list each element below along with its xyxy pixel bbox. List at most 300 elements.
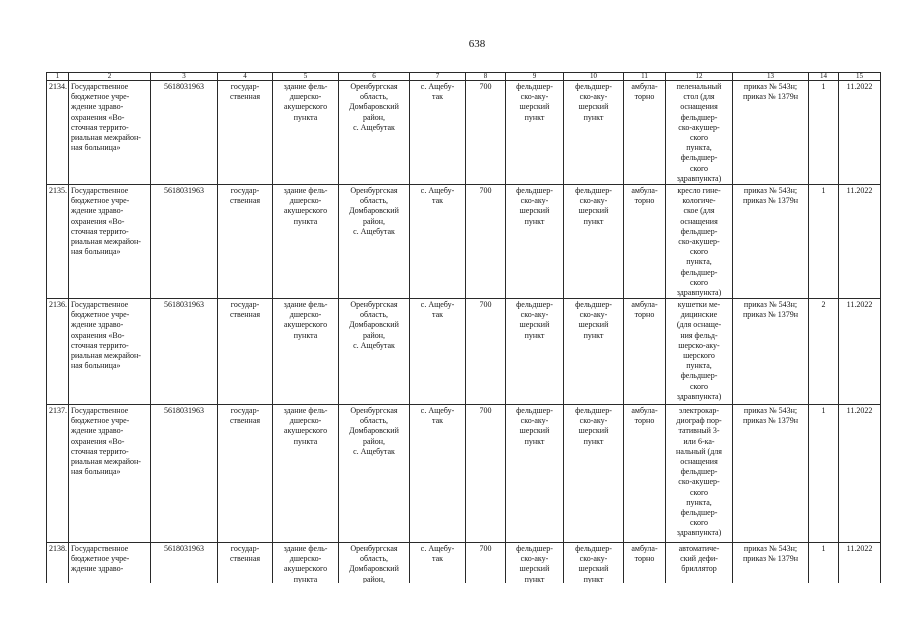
cell-equipment-item [666, 185, 733, 299]
cell-line: риальная межрайон- [71, 237, 141, 247]
cell-line: так [431, 554, 444, 564]
cell-line: оснащения [680, 216, 718, 226]
cell-address [339, 299, 410, 405]
cell-line: ско-аку- [579, 196, 608, 206]
cell-content [275, 544, 336, 583]
cell-content [626, 82, 663, 184]
cell-line: 2136. [49, 300, 67, 309]
cell-line: область, [359, 196, 389, 206]
cell-line: район, [362, 112, 386, 122]
cell-content [811, 406, 836, 542]
cell-content [153, 82, 215, 184]
cell-content [566, 82, 621, 184]
cell-line: с. Ащебу- [420, 186, 455, 195]
cell-facility-type [506, 81, 564, 185]
cell-line: Домбаровский [349, 102, 399, 112]
cell-content [153, 300, 215, 404]
cell-line: ная больница» [71, 143, 121, 153]
cell-population [466, 405, 506, 543]
cell-content [811, 82, 836, 184]
cell-content [508, 186, 561, 298]
cell-line: 2138. [49, 544, 67, 553]
cell-content [735, 406, 806, 542]
cell-content [735, 300, 806, 404]
cell-content [626, 544, 663, 583]
cell-ownership-form [218, 543, 273, 584]
cell-line: шерский [578, 102, 609, 112]
cell-line: акушерского [283, 564, 328, 574]
cell-row-number [47, 543, 69, 584]
cell-line: Государственное [71, 544, 129, 553]
cell-content [811, 186, 836, 298]
cell-line: сточная террито- [71, 122, 129, 132]
cell-content [341, 544, 407, 583]
cell-line: район, [362, 216, 386, 226]
cell-line: ско-аку- [579, 554, 608, 564]
cell-regulation [733, 81, 809, 185]
cell-institution-name [69, 405, 151, 543]
cell-line: здравпункта) [676, 173, 722, 183]
cell-line: акушерского [283, 320, 328, 330]
cell-content [811, 300, 836, 404]
cell-line: фельдшер- [516, 406, 553, 415]
column-number-8: 8 [466, 73, 506, 81]
cell-line: дшерско- [289, 310, 322, 320]
cell-line: ско-аку- [520, 196, 549, 206]
cell-line: шерский [578, 206, 609, 216]
cell-facility-type [506, 543, 564, 584]
cell-line: амбула- [631, 186, 658, 195]
cell-line: ско-аку- [520, 554, 549, 564]
cell-line: 700 [479, 406, 492, 415]
cell-content [412, 300, 463, 404]
cell-content [668, 300, 730, 404]
cell-line: Государственное [71, 406, 129, 415]
cell-population [466, 543, 506, 584]
cell-line: ского [689, 487, 709, 497]
cell-equipment-item [666, 81, 733, 185]
cell-inn [151, 81, 218, 185]
cell-line: фельдшер- [575, 186, 612, 195]
cell-ownership-form [218, 185, 273, 299]
cell-content [841, 82, 878, 184]
cell-care-conditions [624, 405, 666, 543]
cell-content [668, 544, 730, 583]
cell-line: ско-акушер- [678, 477, 720, 487]
cell-institution-name [69, 543, 151, 584]
cell-content [566, 186, 621, 298]
table-row [47, 543, 881, 584]
cell-line: 700 [479, 544, 492, 553]
cell-line: стол (для [683, 92, 715, 102]
cell-line: область, [359, 554, 389, 564]
cell-line: 11.2022 [846, 186, 873, 195]
cell-line: приказ № 543н; [743, 406, 798, 415]
cell-line: 5618031963 [164, 406, 204, 415]
cell-line: акушерского [283, 426, 328, 436]
cell-line: ско-акушер- [678, 122, 720, 132]
cell-line: 700 [479, 300, 492, 309]
cell-content [508, 406, 561, 542]
cell-line: оснащения [680, 102, 718, 112]
column-number-3: 3 [151, 73, 218, 81]
cell-line: шерский [519, 102, 550, 112]
cell-content [735, 186, 806, 298]
cell-line: фельдшер- [516, 186, 553, 195]
cell-content [49, 300, 67, 404]
cell-line: пункта [293, 330, 318, 340]
cell-line: с. Ащебутак [353, 122, 395, 132]
cell-line: торно [634, 310, 655, 320]
column-number-10: 10 [564, 73, 624, 81]
cell-line: пункт [524, 216, 545, 226]
cell-line: ско-акушер- [678, 237, 720, 247]
cell-line: торно [634, 92, 655, 102]
cell-date [839, 299, 881, 405]
column-number-13: 13 [733, 73, 809, 81]
cell-line: область, [359, 310, 389, 320]
cell-line: с. Ащебу- [420, 544, 455, 553]
cell-content [508, 82, 561, 184]
cell-line: (для оснаще- [676, 320, 722, 330]
cell-quantity [809, 543, 839, 584]
cell-content [341, 300, 407, 404]
registry-table [46, 72, 881, 583]
cell-line: бюджетное учре- [71, 196, 130, 206]
cell-row-number [47, 185, 69, 299]
cell-line: ждение здраво- [71, 102, 124, 112]
cell-line: ско-аку- [520, 416, 549, 426]
table-row [47, 81, 881, 185]
cell-equipment-item [666, 299, 733, 405]
cell-line: фельдшер- [575, 544, 612, 553]
cell-quantity [809, 185, 839, 299]
cell-line: район, [362, 436, 386, 446]
cell-line: Государственное [71, 82, 129, 91]
cell-line: ждение здраво- [71, 206, 124, 216]
cell-line: ственная [229, 554, 261, 564]
cell-line: приказ № 543н; [743, 544, 798, 553]
cell-line: здание фель- [283, 544, 328, 553]
cell-content [412, 544, 463, 583]
cell-content [412, 82, 463, 184]
cell-line: ждение здраво- [71, 320, 124, 330]
cell-line: приказ № 543н; [743, 186, 798, 195]
cell-content [412, 186, 463, 298]
page-number: 638 [468, 38, 486, 50]
cell-content [626, 406, 663, 542]
cell-line: Домбаровский [349, 320, 399, 330]
cell-regulation [733, 543, 809, 584]
cell-line: 11.2022 [846, 406, 873, 415]
table-row [47, 299, 881, 405]
cell-line: шерского [683, 351, 715, 361]
cell-line: фельдшер- [680, 508, 718, 518]
cell-line: кологиче- [682, 196, 716, 206]
cell-quantity [809, 405, 839, 543]
cell-line: здание фель- [283, 300, 328, 309]
cell-address [339, 81, 410, 185]
column-number-12: 12 [666, 73, 733, 81]
cell-line: с. Ащебу- [420, 82, 455, 91]
cell-line: шерский [578, 320, 609, 330]
cell-content [275, 406, 336, 542]
cell-content [668, 82, 730, 184]
cell-line: здание фель- [283, 406, 328, 415]
cell-line: фельдшер- [575, 406, 612, 415]
cell-line: ная больница» [71, 467, 121, 477]
cell-line: амбула- [631, 544, 658, 553]
cell-content [626, 300, 663, 404]
cell-line: фельдшер- [575, 82, 612, 91]
cell-content [71, 82, 148, 184]
cell-line: Оренбургская [350, 544, 398, 553]
cell-line: торно [634, 196, 655, 206]
cell-line: фельдшер- [680, 371, 718, 381]
cell-care-conditions [624, 81, 666, 185]
cell-line: риальная межрайон- [71, 457, 141, 467]
cell-line: охранения «Во- [71, 112, 125, 122]
cell-line: приказ № 1379н [743, 196, 798, 206]
cell-line: кресло гине- [677, 186, 721, 195]
cell-content [841, 406, 878, 542]
cell-inn [151, 543, 218, 584]
cell-line: амбула- [631, 406, 658, 415]
cell-care-conditions [624, 543, 666, 584]
cell-line: ское (для [683, 206, 715, 216]
column-number-9: 9 [506, 73, 564, 81]
cell-line: так [431, 196, 444, 206]
cell-content [275, 300, 336, 404]
cell-line: Домбаровский [349, 206, 399, 216]
cell-line: ско-аку- [579, 416, 608, 426]
cell-line: фельдшер- [516, 300, 553, 309]
cell-line: ная больница» [71, 361, 121, 371]
cell-settlement [410, 405, 466, 543]
cell-line: фельдшер- [680, 226, 718, 236]
cell-content [220, 82, 270, 184]
cell-line: амбула- [631, 300, 658, 309]
cell-line: ственная [229, 416, 261, 426]
column-number-2: 2 [69, 73, 151, 81]
cell-content [49, 186, 67, 298]
cell-line: 11.2022 [846, 544, 873, 553]
cell-line: государ- [230, 300, 260, 309]
cell-line: сточная террито- [71, 446, 129, 456]
cell-line: приказ № 1379н [743, 310, 798, 320]
cell-line: диограф пор- [676, 416, 722, 426]
cell-content [841, 300, 878, 404]
cell-line: 2137. [49, 406, 67, 415]
cell-line: фельдшер- [680, 267, 718, 277]
table-row [47, 405, 881, 543]
cell-ownership-form [218, 299, 273, 405]
cell-building-type [273, 81, 339, 185]
cell-line: ско-аку- [579, 310, 608, 320]
cell-date [839, 81, 881, 185]
cell-population [466, 81, 506, 185]
cell-content [71, 406, 148, 542]
cell-content [153, 406, 215, 542]
cell-line: фельдшер- [575, 300, 612, 309]
cell-line: государ- [230, 544, 260, 553]
cell-line: государ- [230, 186, 260, 195]
cell-line: фельдшер- [516, 544, 553, 553]
cell-line: пеленальный [676, 82, 722, 91]
cell-building-type [273, 405, 339, 543]
column-number-7: 7 [410, 73, 466, 81]
cell-line: приказ № 543н; [743, 300, 798, 309]
cell-line: охранения «Во- [71, 436, 125, 446]
cell-line: с. Ащебутак [353, 446, 395, 456]
cell-line: фельдшер- [680, 467, 718, 477]
cell-line: 2135. [49, 186, 67, 195]
cell-equipment-item [666, 405, 733, 543]
cell-line: 700 [479, 186, 492, 195]
cell-line: ственная [229, 310, 261, 320]
cell-content [735, 544, 806, 583]
cell-line: Оренбургская [350, 406, 398, 415]
cell-line: дшерско- [289, 554, 322, 564]
cell-content [841, 544, 878, 583]
cell-line: ско-аку- [579, 92, 608, 102]
cell-line: акушерского [283, 102, 328, 112]
cell-line: риальная межрайон- [71, 133, 141, 143]
cell-institution-name [69, 185, 151, 299]
cell-line: пункта [293, 112, 318, 122]
cell-line: шерский [578, 426, 609, 436]
cell-line: ский дефи- [680, 554, 718, 564]
cell-row-number [47, 299, 69, 405]
cell-content [220, 406, 270, 542]
cell-line: или 6-ка- [683, 436, 715, 446]
cell-line: шерский [578, 564, 609, 574]
cell-unit-type [564, 81, 624, 185]
cell-line: здание фель- [283, 186, 328, 195]
cell-content [468, 300, 503, 404]
cell-line: бюджетное учре- [71, 416, 130, 426]
cell-line: пункт [524, 574, 545, 583]
cell-line: пункта [293, 436, 318, 446]
cell-line: пункт [583, 436, 604, 446]
cell-line: Оренбургская [350, 300, 398, 309]
cell-line: 11.2022 [846, 82, 873, 91]
cell-row-number [47, 81, 69, 185]
cell-inn [151, 405, 218, 543]
cell-content [468, 406, 503, 542]
cell-line: пункт [583, 574, 604, 583]
cell-line: так [431, 416, 444, 426]
cell-line: ского [689, 518, 709, 528]
cell-line: акушерского [283, 206, 328, 216]
cell-inn [151, 299, 218, 405]
cell-content [468, 186, 503, 298]
cell-line: ско-аку- [520, 310, 549, 320]
cell-content [49, 82, 67, 184]
cell-line: 5618031963 [164, 544, 204, 553]
cell-line: приказ № 1379н [743, 416, 798, 426]
cell-line: так [431, 92, 444, 102]
cell-line: шерско-аку- [678, 340, 720, 350]
cell-care-conditions [624, 299, 666, 405]
cell-ownership-form [218, 81, 273, 185]
cell-institution-name [69, 81, 151, 185]
cell-line: ского [689, 247, 709, 257]
cell-content [341, 186, 407, 298]
cell-line: здравпункта) [676, 528, 722, 538]
cell-line: пункта, [686, 497, 712, 507]
cell-line: пункт [524, 436, 545, 446]
cell-line: бюджетное учре- [71, 310, 130, 320]
cell-content [49, 544, 67, 583]
cell-line: пункт [524, 330, 545, 340]
cell-unit-type [564, 299, 624, 405]
cell-date [839, 543, 881, 584]
cell-building-type [273, 299, 339, 405]
cell-line: с. Ащебутак [353, 340, 395, 350]
cell-quantity [809, 81, 839, 185]
column-number-14: 14 [809, 73, 839, 81]
table-row [47, 185, 881, 299]
cell-regulation [733, 299, 809, 405]
cell-line: ственная [229, 196, 261, 206]
cell-content [508, 544, 561, 583]
cell-line: государ- [230, 82, 260, 91]
cell-regulation [733, 185, 809, 299]
cell-line: область, [359, 92, 389, 102]
cell-line: 700 [479, 82, 492, 91]
cell-line: фельдшер- [680, 153, 718, 163]
cell-line: пункт [583, 112, 604, 122]
cell-content [811, 544, 836, 583]
cell-building-type [273, 185, 339, 299]
cell-content [220, 186, 270, 298]
cell-line: охранения «Во- [71, 330, 125, 340]
cell-line: бюджетное учре- [71, 554, 130, 564]
cell-address [339, 543, 410, 584]
cell-line: бюджетное учре- [71, 92, 130, 102]
cell-line: кушетки ме- [677, 300, 721, 309]
cell-line: здание фель- [283, 82, 328, 91]
cell-facility-type [506, 185, 564, 299]
cell-line: дшерско- [289, 196, 322, 206]
cell-line: ского [689, 163, 709, 173]
cell-line: приказ № 543н; [743, 82, 798, 91]
cell-settlement [410, 543, 466, 584]
cell-line: так [431, 310, 444, 320]
cell-quantity [809, 299, 839, 405]
cell-line: пункта, [686, 143, 712, 153]
cell-content [626, 186, 663, 298]
cell-line: с. Ащебу- [420, 300, 455, 309]
column-number-1: 1 [47, 73, 69, 81]
column-number-6: 6 [339, 73, 410, 81]
cell-address [339, 185, 410, 299]
cell-line: Государственное [71, 300, 129, 309]
cell-line: пункт [583, 216, 604, 226]
cell-settlement [410, 185, 466, 299]
cell-line: здравпункта) [676, 288, 722, 298]
cell-care-conditions [624, 185, 666, 299]
cell-content [566, 406, 621, 542]
cell-line: государ- [230, 406, 260, 415]
cell-content [735, 82, 806, 184]
cell-line: нальный (для [676, 446, 722, 456]
cell-line: шерский [519, 426, 550, 436]
column-number-15: 15 [839, 73, 881, 81]
cell-line: 5618031963 [164, 300, 204, 309]
cell-line: 2134. [49, 82, 67, 91]
